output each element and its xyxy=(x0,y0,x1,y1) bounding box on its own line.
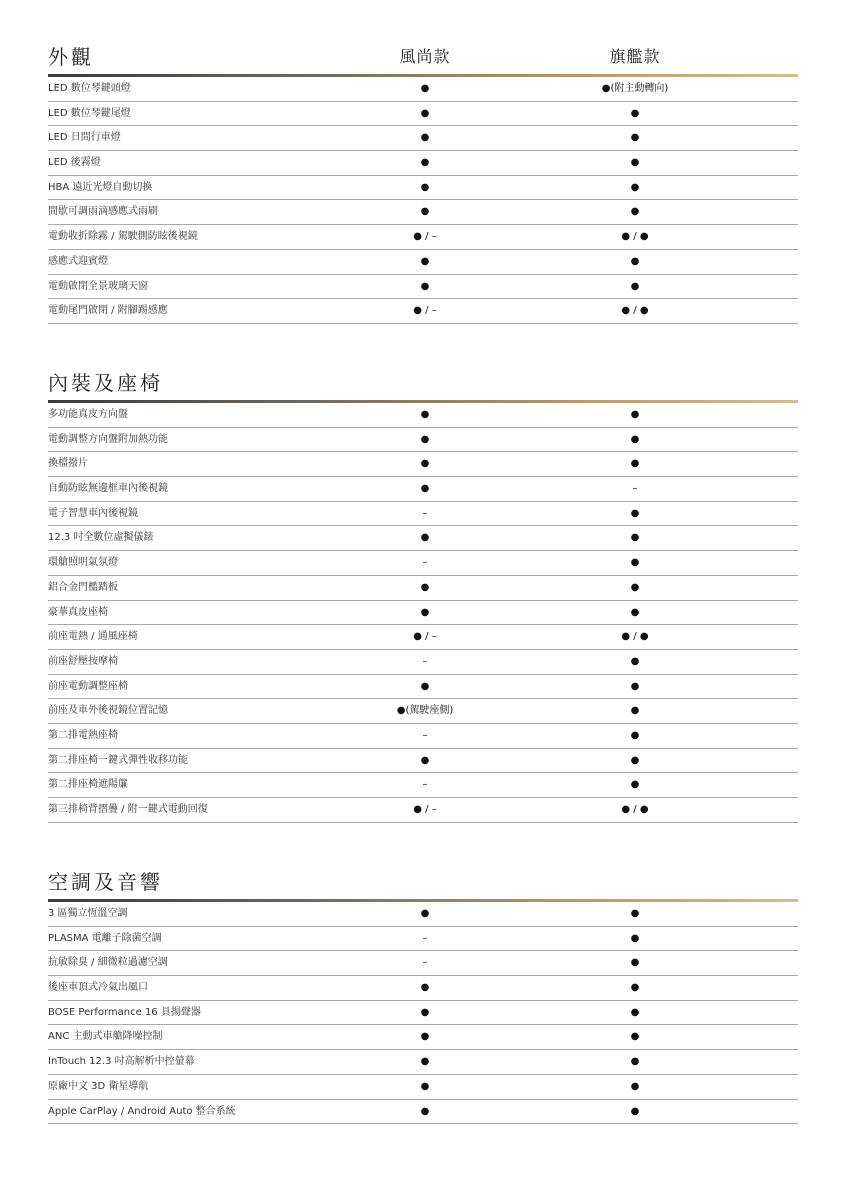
feature-label: 自動防眩無邊框車內後視鏡 xyxy=(48,483,168,495)
model-b-availability: ● xyxy=(630,705,640,717)
table-row xyxy=(48,601,798,626)
model-a-availability: – xyxy=(422,932,428,944)
model-a-availability: ● xyxy=(420,433,430,445)
table-row xyxy=(48,452,798,477)
feature-label: 電動啟閉全景玻璃天窗 xyxy=(48,280,148,292)
model-a-availability: ● xyxy=(420,181,430,193)
section-title: 內裝及座椅 xyxy=(48,371,163,395)
table-row xyxy=(48,625,798,650)
column-header-model-b: 旗艦款 xyxy=(609,47,661,66)
feature-label: 前座電熱 / 通風座椅 xyxy=(48,631,138,643)
model-a-availability: ● xyxy=(420,483,430,495)
model-a-availability: ● xyxy=(420,1056,430,1068)
feature-label: 鋁合金門檻踏板 xyxy=(48,581,118,593)
model-b-availability: ● xyxy=(630,255,640,267)
table-row xyxy=(48,126,798,151)
table-row xyxy=(48,299,798,324)
model-b-availability: ● xyxy=(630,107,640,119)
model-b-availability: ● xyxy=(630,157,640,169)
table-row xyxy=(48,650,798,675)
model-a-availability: ● xyxy=(420,680,430,692)
feature-label: LED 數位琴鍵尾燈 xyxy=(48,107,131,119)
spec-table xyxy=(48,403,798,823)
model-b-availability: ● xyxy=(630,1056,640,1068)
table-row xyxy=(48,200,798,225)
model-a-availability: ● xyxy=(420,982,430,994)
table-row xyxy=(48,1100,798,1125)
model-b-availability: ● xyxy=(630,1105,640,1117)
feature-label: LED 日間行車燈 xyxy=(48,132,121,144)
table-row xyxy=(48,551,798,576)
model-a-availability: ● / – xyxy=(413,305,437,317)
model-a-availability: ● xyxy=(420,606,430,618)
model-a-availability: – xyxy=(422,779,428,791)
table-row xyxy=(48,151,798,176)
model-b-availability: ● xyxy=(630,280,640,292)
model-b-availability: ● xyxy=(630,606,640,618)
model-a-availability: ● xyxy=(420,132,430,144)
table-row xyxy=(48,225,798,250)
section-header xyxy=(48,869,798,899)
model-b-availability: ● / ● xyxy=(621,804,649,815)
model-b-availability: ● xyxy=(630,181,640,193)
model-b-availability: ●(附主動轉向) xyxy=(601,83,669,94)
section-interior-seats xyxy=(48,370,798,823)
model-a-availability: – xyxy=(422,729,428,741)
model-a-availability: ● xyxy=(420,107,430,119)
table-row xyxy=(48,951,798,976)
table-row xyxy=(48,502,798,527)
section-climate-audio xyxy=(48,869,798,1124)
feature-label: 換檔撥片 xyxy=(48,458,88,470)
model-b-availability: ● xyxy=(630,409,640,420)
model-b-availability: ● xyxy=(630,655,640,667)
model-a-availability: ● xyxy=(420,1031,430,1043)
table-row xyxy=(48,927,798,952)
model-a-availability: ● / – xyxy=(413,231,437,243)
model-a-availability: ● xyxy=(420,1006,430,1018)
section-title: 空調及音響 xyxy=(48,870,163,894)
spec-table xyxy=(48,902,798,1124)
model-a-availability: – xyxy=(422,957,428,969)
table-row xyxy=(48,477,798,502)
model-a-availability: ● xyxy=(420,1080,430,1092)
table-row xyxy=(48,176,798,201)
feature-label: 電動收折除霧 / 駕駛側防眩後視鏡 xyxy=(48,231,198,243)
model-a-availability: ● xyxy=(420,206,430,218)
feature-label: 第二排電熱座椅 xyxy=(48,729,118,741)
model-a-availability: ● / – xyxy=(413,804,437,815)
table-row xyxy=(48,749,798,774)
feature-label: HBA 遠近光燈自動切換 xyxy=(48,181,153,193)
model-b-availability: ● / ● xyxy=(621,631,649,643)
model-a-availability: ● xyxy=(420,581,430,593)
feature-label: 第二排座椅遮陽簾 xyxy=(48,779,128,791)
feature-label: 前座舒壓按摩椅 xyxy=(48,655,118,667)
section-header xyxy=(48,44,798,74)
feature-label: 感應式迎賓燈 xyxy=(48,255,108,267)
model-b-availability: ● xyxy=(630,932,640,944)
model-a-availability: ● xyxy=(420,458,430,470)
feature-label: 環艙照明氣氛燈 xyxy=(48,557,118,569)
table-row xyxy=(48,675,798,700)
table-row xyxy=(48,699,798,724)
model-b-availability: ● xyxy=(630,729,640,741)
model-b-availability: – xyxy=(632,483,638,495)
model-b-availability: ● xyxy=(630,680,640,692)
model-a-availability: ● xyxy=(420,908,430,919)
feature-label: LED 後霧燈 xyxy=(48,157,101,169)
model-b-availability: ● xyxy=(630,532,640,544)
feature-label: Apple CarPlay / Android Auto 整合系統 xyxy=(48,1105,236,1117)
model-b-availability: ● xyxy=(630,1031,640,1043)
model-b-availability: ● xyxy=(630,754,640,766)
model-b-availability: ● xyxy=(630,779,640,791)
feature-label: 前座及車外後視鏡位置記憶 xyxy=(48,705,168,717)
feature-label: 第三排椅背摺疊 / 附一鍵式電動回復 xyxy=(48,804,208,815)
model-b-availability: ● xyxy=(630,557,640,569)
table-row xyxy=(48,526,798,551)
table-row xyxy=(48,724,798,749)
model-b-availability: ● xyxy=(630,957,640,969)
model-a-availability: – xyxy=(422,655,428,667)
column-header-model-a: 風尚款 xyxy=(399,47,451,66)
table-row xyxy=(48,1075,798,1100)
feature-label: 第二排座椅一鍵式彈性收移功能 xyxy=(48,754,188,766)
feature-label: PLASMA 電離子除菌空調 xyxy=(48,932,162,944)
model-b-availability: ● xyxy=(630,581,640,593)
section-exterior xyxy=(48,44,798,324)
model-b-availability: ● xyxy=(630,458,640,470)
model-a-availability: ● xyxy=(420,1105,430,1117)
model-a-availability: ●(駕駛座側) xyxy=(396,705,454,717)
model-b-availability: ● / ● xyxy=(621,231,649,243)
model-a-availability: ● xyxy=(420,532,430,544)
spec-table xyxy=(48,77,798,324)
model-a-availability: ● xyxy=(420,255,430,267)
model-b-availability: ● xyxy=(630,1080,640,1092)
feature-label: 3 區獨立恆溫空調 xyxy=(48,908,128,919)
feature-label: 12.3 吋全數位虛擬儀錶 xyxy=(48,532,154,544)
feature-label: InTouch 12.3 吋高解析中控螢幕 xyxy=(48,1056,195,1068)
model-b-availability: ● xyxy=(630,908,640,919)
feature-label: 電動調整方向盤附加熱功能 xyxy=(48,433,168,445)
feature-label: 間歇可調雨滴感應式雨刷 xyxy=(48,206,158,218)
model-a-availability: ● / – xyxy=(413,631,437,643)
model-a-availability: ● xyxy=(420,754,430,766)
model-a-availability: ● xyxy=(420,83,430,94)
model-b-availability: ● xyxy=(630,433,640,445)
table-row xyxy=(48,275,798,300)
feature-label: LED 數位琴鍵頭燈 xyxy=(48,83,131,94)
model-a-availability: ● xyxy=(420,157,430,169)
feature-label: 前座電動調整座椅 xyxy=(48,680,128,692)
model-a-availability: ● xyxy=(420,409,430,420)
table-row xyxy=(48,773,798,798)
model-b-availability: ● xyxy=(630,507,640,519)
table-row xyxy=(48,798,798,823)
model-b-availability: ● xyxy=(630,132,640,144)
table-row xyxy=(48,102,798,127)
table-row xyxy=(48,976,798,1001)
table-row xyxy=(48,1001,798,1026)
section-header xyxy=(48,370,798,400)
model-b-availability: ● / ● xyxy=(621,305,649,317)
table-row xyxy=(48,902,798,927)
table-row xyxy=(48,403,798,428)
model-b-availability: ● xyxy=(630,982,640,994)
feature-label: 豪華真皮座椅 xyxy=(48,606,108,618)
feature-label: ANC 主動式車艙降噪控制 xyxy=(48,1031,163,1043)
feature-label: 電動尾門啟閉 / 附腳踢感應 xyxy=(48,305,168,317)
feature-label: 後座車頂式冷氣出風口 xyxy=(48,982,148,994)
feature-label: 多功能真皮方向盤 xyxy=(48,409,128,420)
table-row xyxy=(48,250,798,275)
section-title: 外觀 xyxy=(48,45,94,69)
feature-label: 抗敏除臭 / 細微粒過濾空調 xyxy=(48,957,168,969)
model-a-availability: – xyxy=(422,507,428,519)
table-row xyxy=(48,77,798,102)
table-row xyxy=(48,428,798,453)
table-row xyxy=(48,1025,798,1050)
feature-label: 原廠中文 3D 衛星導航 xyxy=(48,1080,149,1092)
feature-label: BOSE Performance 16 具揚聲器 xyxy=(48,1006,201,1018)
model-b-availability: ● xyxy=(630,1006,640,1018)
feature-label: 電子智慧車內後視鏡 xyxy=(48,507,138,519)
table-row xyxy=(48,576,798,601)
model-b-availability: ● xyxy=(630,206,640,218)
model-a-availability: – xyxy=(422,557,428,569)
table-row xyxy=(48,1050,798,1075)
model-a-availability: ● xyxy=(420,280,430,292)
